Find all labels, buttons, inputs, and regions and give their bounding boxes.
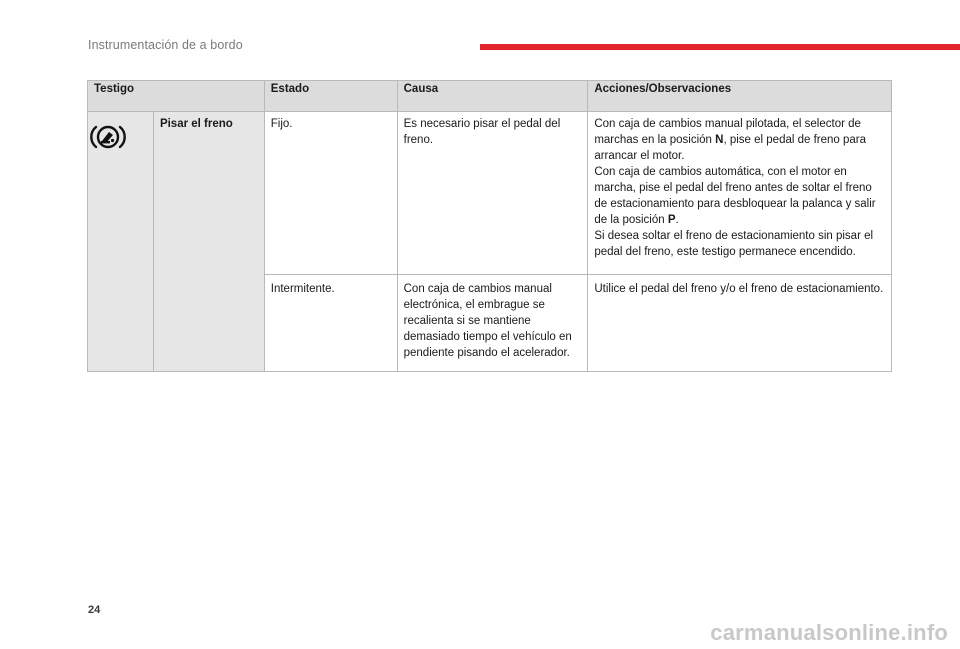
gear-position-p: P <box>667 214 676 226</box>
indicator-name: Pisar el freno <box>153 112 264 372</box>
section-accent-bar <box>480 44 960 50</box>
causa-cell: Es necesario pisar el pedal del freno. <box>397 112 588 275</box>
indicator-icon-cell <box>88 112 154 372</box>
acciones-cell: Utilice el pedal del freno y/o el freno de estacionamiento. <box>588 275 892 372</box>
warning-lamp-table <box>87 80 892 372</box>
acciones-text: Con caja de cambios manual pilotada, el selector de marchas en la posición <box>594 118 861 146</box>
brake-pedal-warning-icon <box>89 122 127 152</box>
watermark: carmanualsonline.info <box>710 620 948 645</box>
estado-cell: Fijo. <box>264 112 397 275</box>
causa-cell: Con caja de cambios manual electrónica, el embrague se recalienta si se mantiene demasiado tiempo el vehículo en pendiente pisando el acelerador. <box>397 275 588 372</box>
column-header-causa: Causa <box>397 81 588 112</box>
table-header-row <box>88 81 892 112</box>
acciones-cell <box>588 112 892 275</box>
acciones-text: , pise el pedal de freno para arrancar el motor. <box>594 134 867 162</box>
acciones-text: Si desea soltar el freno de estacionamiento sin pisar el pedal del freno, este testigo permanece encendido. <box>594 230 874 258</box>
table-row <box>88 112 892 275</box>
section-title: Instrumentación de a bordo <box>88 38 243 52</box>
page-number: 24 <box>88 604 101 616</box>
column-header-testigo: Testigo <box>88 81 265 112</box>
acciones-text: Con caja de cambios automática, con el motor en marcha, pise el pedal del freno antes de soltar el freno de estacionamiento para desbloquear la palanca y salir de la posición <box>594 166 876 226</box>
gear-position-n: N <box>715 134 724 146</box>
column-header-acciones: Acciones/Observaciones <box>588 81 892 112</box>
estado-cell: Intermitente. <box>264 275 397 372</box>
acciones-text: . <box>675 214 679 226</box>
column-header-estado: Estado <box>264 81 397 112</box>
